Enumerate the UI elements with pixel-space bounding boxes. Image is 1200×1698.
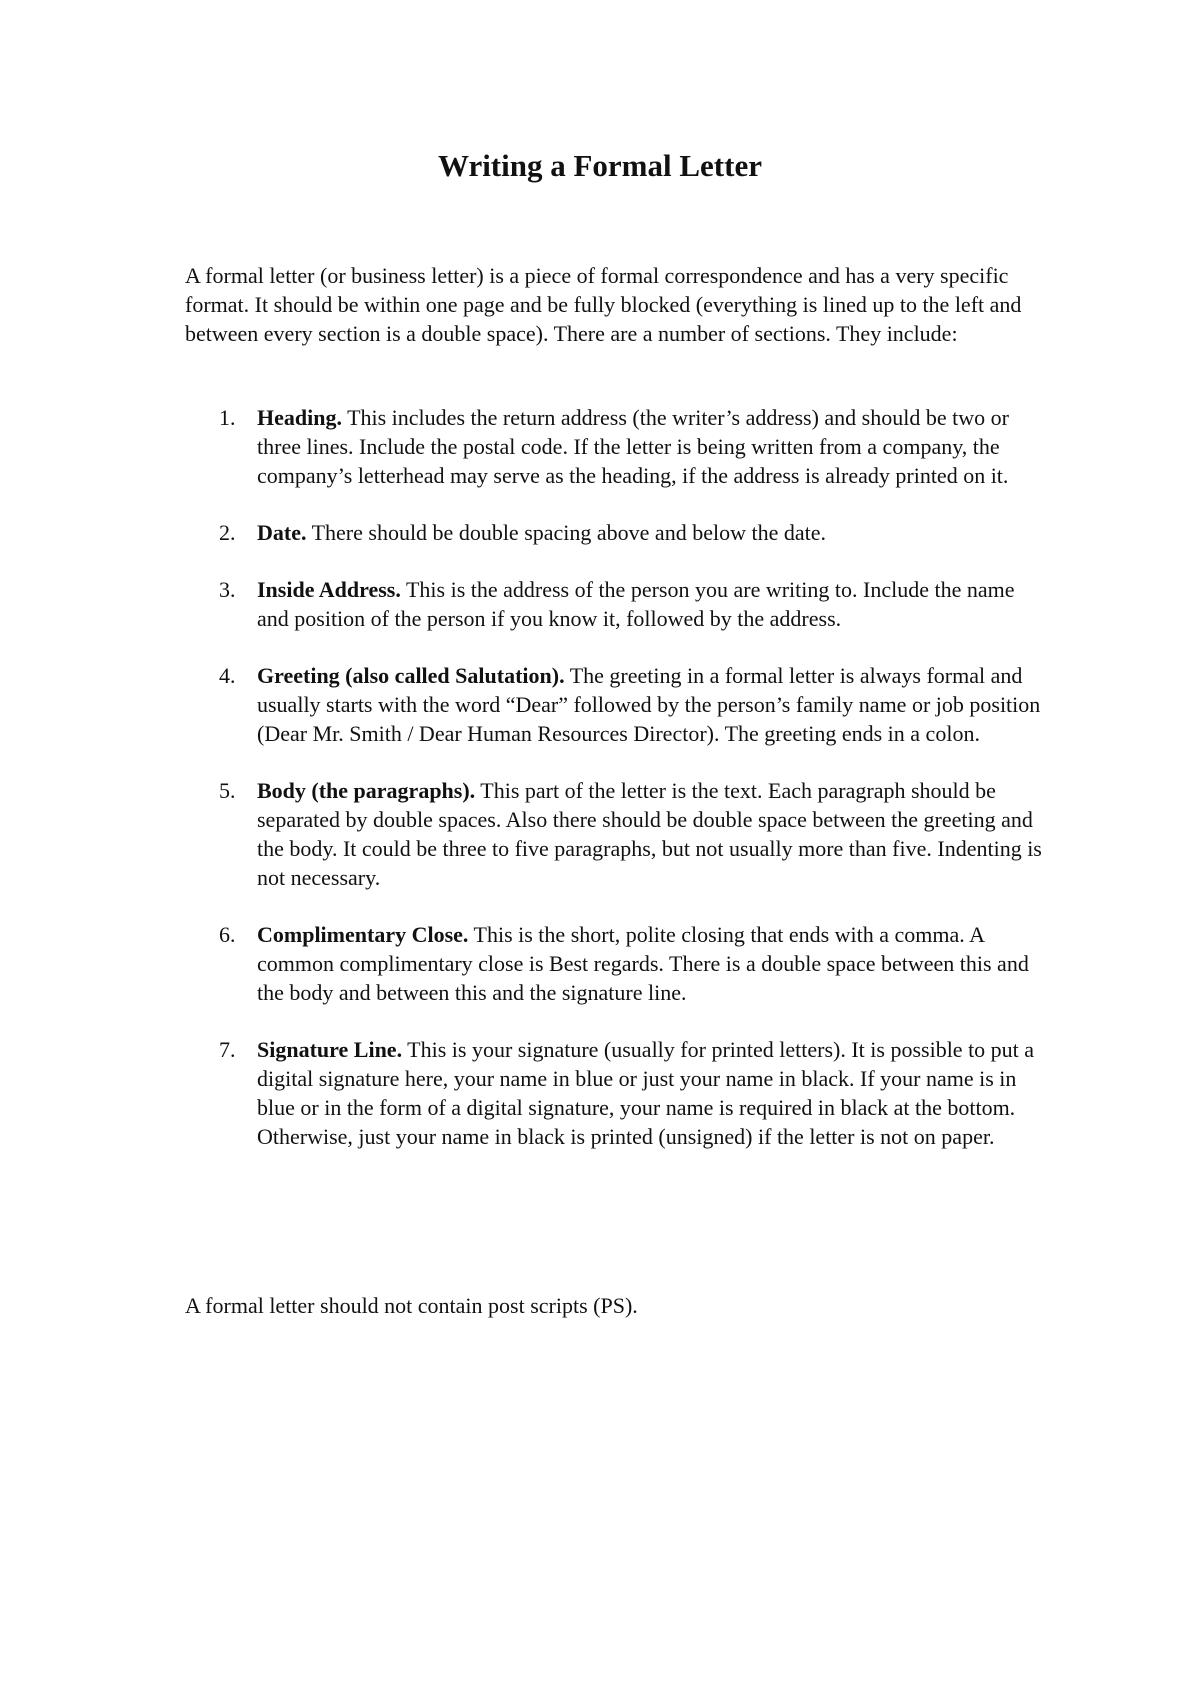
closing-paragraph: A formal letter should not contain post scripts (PS).	[185, 1293, 638, 1318]
list-item-body	[185, 776, 1045, 892]
list-item-inside-address	[185, 575, 1045, 633]
list-number: 3.	[219, 577, 236, 602]
section-heading: Date.	[257, 520, 307, 545]
section-heading: Signature Line.	[257, 1037, 403, 1062]
section-text: The greeting in a formal letter is always formal and usually starts with the word “Dear” followed by the person’s family name or job position (Dear Mr. Smith / Dear Human Resources Director). The greeting ends in a colon.	[257, 663, 1041, 746]
list-number: 5.	[219, 778, 236, 803]
section-heading: Body (the paragraphs).	[257, 778, 476, 803]
sections-list	[185, 403, 1045, 1179]
section-heading: Complimentary Close.	[257, 922, 469, 947]
section-text: This is your signature (usually for printed letters). It is possible to put a digital signature here, your name in blue or just your name in black. If your name is in blue or in the form of a digital signature, your name is required in black at the bottom. Otherwise, just your name in black is printed (unsigned) if the letter is not on paper.	[257, 1037, 1035, 1149]
list-number: 1.	[219, 405, 236, 430]
section-text: There should be double spacing above and below the date.	[306, 520, 826, 545]
list-item-date	[185, 518, 1045, 547]
list-item-greeting	[185, 661, 1045, 748]
section-text: This is the address of the person you are writing to. Include the name and position of the person if you know it, followed by the address.	[257, 577, 1015, 631]
list-item-complimentary-close	[185, 920, 1045, 1007]
list-item-signature-line	[185, 1035, 1045, 1151]
list-item-heading	[185, 403, 1045, 490]
section-text: This is the short, polite closing that ends with a comma. A common complimentary close is Best regards. There is a double space between this and the body and between this and the signature line.	[257, 922, 1029, 1005]
list-number: 6.	[219, 922, 236, 947]
document-title: Writing a Formal Letter	[438, 148, 762, 183]
section-heading: Heading.	[257, 405, 342, 430]
list-number: 2.	[219, 520, 236, 545]
list-number: 4.	[219, 663, 236, 688]
section-heading: Greeting (also called Salutation).	[257, 663, 565, 688]
intro-paragraph: A formal letter (or business letter) is a piece of formal correspondence and has a very specific format. It should be within one page and be fully blocked (everything is lined up to the left and between every section is a double space). There are a number of sections. They include:	[185, 263, 1022, 346]
section-text: This includes the return address (the writer’s address) and should be two or three lines. Include the postal code. If the letter is being written from a company, the company’s letterhead may serve as the heading, if the address is already printed on it.	[257, 405, 1009, 488]
list-number: 7.	[219, 1037, 236, 1062]
section-text: This part of the letter is the text. Each paragraph should be separated by double spaces. Also there should be double space between the greeting and the body. It could be three to five paragraphs, but not usually more than five. Indenting is not necessary.	[257, 778, 1042, 890]
section-heading: Inside Address.	[257, 577, 401, 602]
